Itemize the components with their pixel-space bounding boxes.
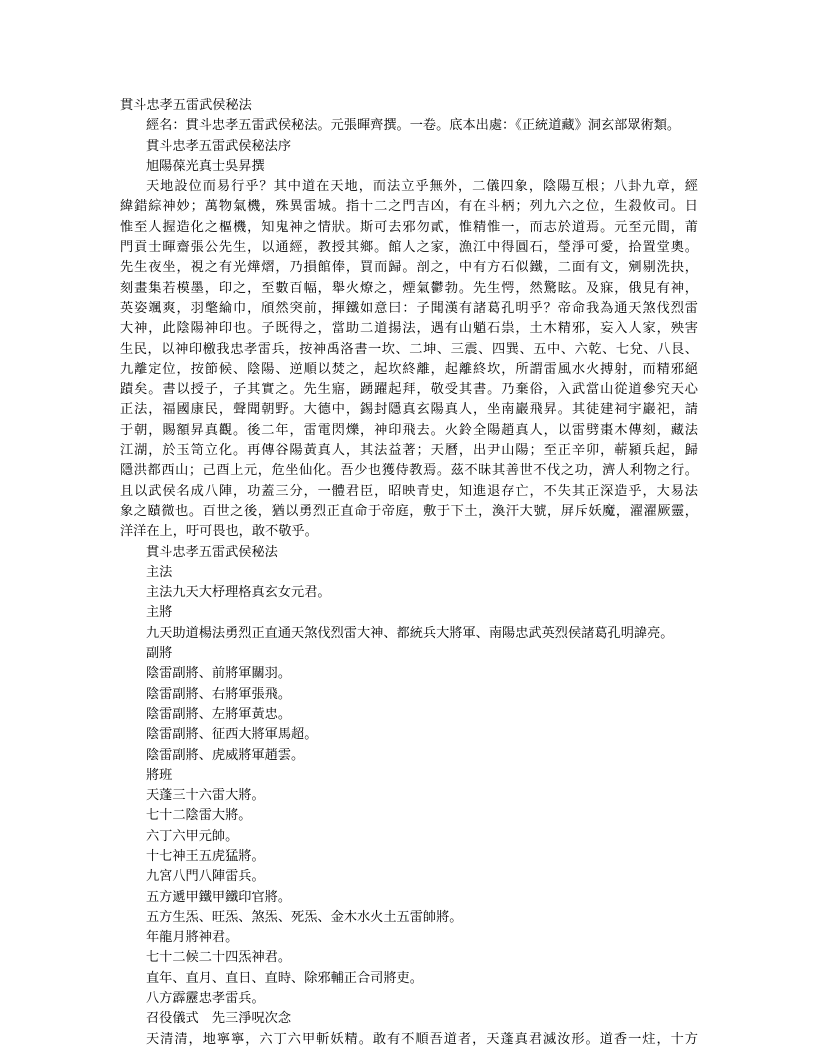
text-line: 主法 bbox=[146, 564, 173, 580]
text-line: 且以武侯名成八陣，功蓋三分，一體君臣，昭映青史，知進退存亡，不失其正深造乎，大易法 bbox=[120, 483, 698, 499]
text-line: 江湖，於玉笥立化。再傳谷陽黃真人，其法益著；天曆，出尹山陽；至正辛卯，蕲潁兵起，歸 bbox=[120, 443, 698, 459]
text-line: 先生夜坐，視之有光燁熠，乃損館俸，買而歸。剖之，中有方石似鐵，二面有文，剜剔洗抉， bbox=[120, 260, 698, 276]
text-line: 旭陽葆光真士吳昇撰 bbox=[146, 158, 265, 174]
text-line: 緯錯綜神妙；萬物氣機，殊異雷城。指十二之門吉凶，有在斗柄；列九六之位，生殺攸司。日 bbox=[120, 199, 698, 215]
text-line: 貫斗忠孝五雷武侯秘法 bbox=[146, 544, 278, 560]
text-line: 惟至人握造化之樞機，知鬼神之情狀。斯可去邪勿貳，惟精惟一，而志於道焉。元至元間，莆 bbox=[120, 219, 698, 235]
text-line: 陰雷副將、左將軍黃忠。 bbox=[146, 706, 292, 722]
text-line: 蹟矣。書以授子，子其實之。先生寤，踴躍起拜，敬受其書。乃棄俗，入武當山從道參究天心 bbox=[120, 382, 698, 398]
text-line: 召役儀式 先三淨呪次念 bbox=[146, 1011, 292, 1027]
text-line: 八方霹靂忠孝雷兵。 bbox=[146, 991, 265, 1007]
text-line: 將班 bbox=[146, 767, 173, 783]
text-line: 洋洋在上，吁可畏也，敢不敬乎。 bbox=[120, 524, 318, 540]
text-line: 經名：貫斗忠孝五雷武侯秘法。元張暉齊撰。一卷。底本出處：《正統道藏》洞玄部眾術類。 bbox=[146, 118, 681, 134]
text-line: 九離定位，按節候、陰陽、逆順以焚之，起坎終離，起離終坎，所謂雷風水火搏射，而精邪絕 bbox=[120, 361, 698, 377]
text-line: 于朝，賜額昇真觀。後二年，雷電閃爍，神印飛去。火鈴全陽趙真人，以雷劈棗木傳刻，藏法 bbox=[120, 422, 698, 438]
text-line: 刻畫集若模墨，印之，至數百幅，舉火燎之，煙氣鬱勃。先生愕，然驚眩。及寐，俄見有神， bbox=[120, 280, 698, 296]
text-line: 英姿颯爽，羽氅綸巾，頎然突前，揮鐵如意曰：子聞漢有諸葛孔明乎？帝命我為通天煞伐烈雷 bbox=[120, 300, 698, 316]
text-line: 生民，以神印檄我忠孝雷兵，按神禹洛書一坎、二坤、三震、四巽、五中、六乾、七兌、八艮、 bbox=[120, 341, 698, 357]
text-line: 九宮八門八陣雷兵。 bbox=[146, 869, 265, 885]
text-line: 大神，此陰陽神印也。子既得之，當助二道揚法，遇有山魈石祟，土木精邪，妄入人家，殃害 bbox=[120, 321, 698, 337]
text-line: 陰雷副將、右將軍張飛。 bbox=[146, 686, 292, 702]
text-line: 天地設位而易行乎？其中道在天地，而法立乎無外，二儀四象，陰陽互根；八卦九章，經 bbox=[146, 179, 698, 195]
document-title: 貫斗忠孝五雷武侯秘法 bbox=[120, 98, 252, 113]
text-line: 九天助道楊法勇烈正直通天煞伐烈雷大神、都統兵大將軍、南陽忠武英烈侯諸葛孔明諱亮。 bbox=[146, 625, 674, 641]
text-line: 五方遞甲鐵甲鐵印官將。 bbox=[146, 889, 292, 905]
text-line: 副將 bbox=[146, 646, 173, 662]
text-line: 天清清，地寧寧，六丁六甲斬妖精。敢有不順吾道者，天蓬真君滅汝形。道香一炷，十方 bbox=[146, 1031, 698, 1047]
text-line: 陰雷副將、征西大將軍馬超。 bbox=[146, 727, 318, 743]
document-page bbox=[120, 96, 698, 1050]
text-line: 陰雷副將、虎威將軍趙雲。 bbox=[146, 747, 305, 763]
text-line: 門貢士暉齋張公先生，以通經，教授其鄉。館人之家，漁江中得圓石，瑩淨可愛，拾置堂奧。 bbox=[120, 240, 698, 256]
text-line: 陰雷副將、前將軍關羽。 bbox=[146, 666, 292, 682]
text-line: 五方生炁、旺炁、煞炁、死炁、金木水火土五雷帥將。 bbox=[146, 909, 463, 925]
text-line: 七十二陰雷大將。 bbox=[146, 808, 252, 824]
text-line: 象之賾微也。百世之後，猶以勇烈正直命于帝庭，敷于下土，渙汗大號，屏斥妖魔，濯濯厥靈， bbox=[120, 503, 698, 519]
text-line: 直年、直月、直日、直時、除邪輔正合司將吏。 bbox=[146, 970, 423, 986]
text-line: 主將 bbox=[146, 605, 173, 621]
text-line: 貫斗忠孝五雷武侯秘法序 bbox=[146, 138, 292, 154]
text-line: 天蓬三十六雷大將。 bbox=[146, 788, 265, 804]
text-line: 主法九天大杼理格真玄女元君。 bbox=[146, 585, 331, 601]
text-line: 隱洪都西山；己酉上元，危坐仙化。吾少也獲侍教焉。茲不昧其善世不伐之功，濟人利物之行。 bbox=[120, 463, 698, 479]
text-line: 年龍月將神君。 bbox=[146, 930, 239, 946]
text-line: 六丁六甲元帥。 bbox=[146, 828, 239, 844]
text-line: 正法，福國康民，聲聞朝野。大德中，錫封隱真玄陽真人，坐南巖飛昇。其徒建祠宇巖祀，請 bbox=[120, 402, 698, 418]
text-line: 七十二候二十四炁神君。 bbox=[146, 950, 292, 966]
text-line: 十七神王五虎猛將。 bbox=[146, 848, 265, 864]
